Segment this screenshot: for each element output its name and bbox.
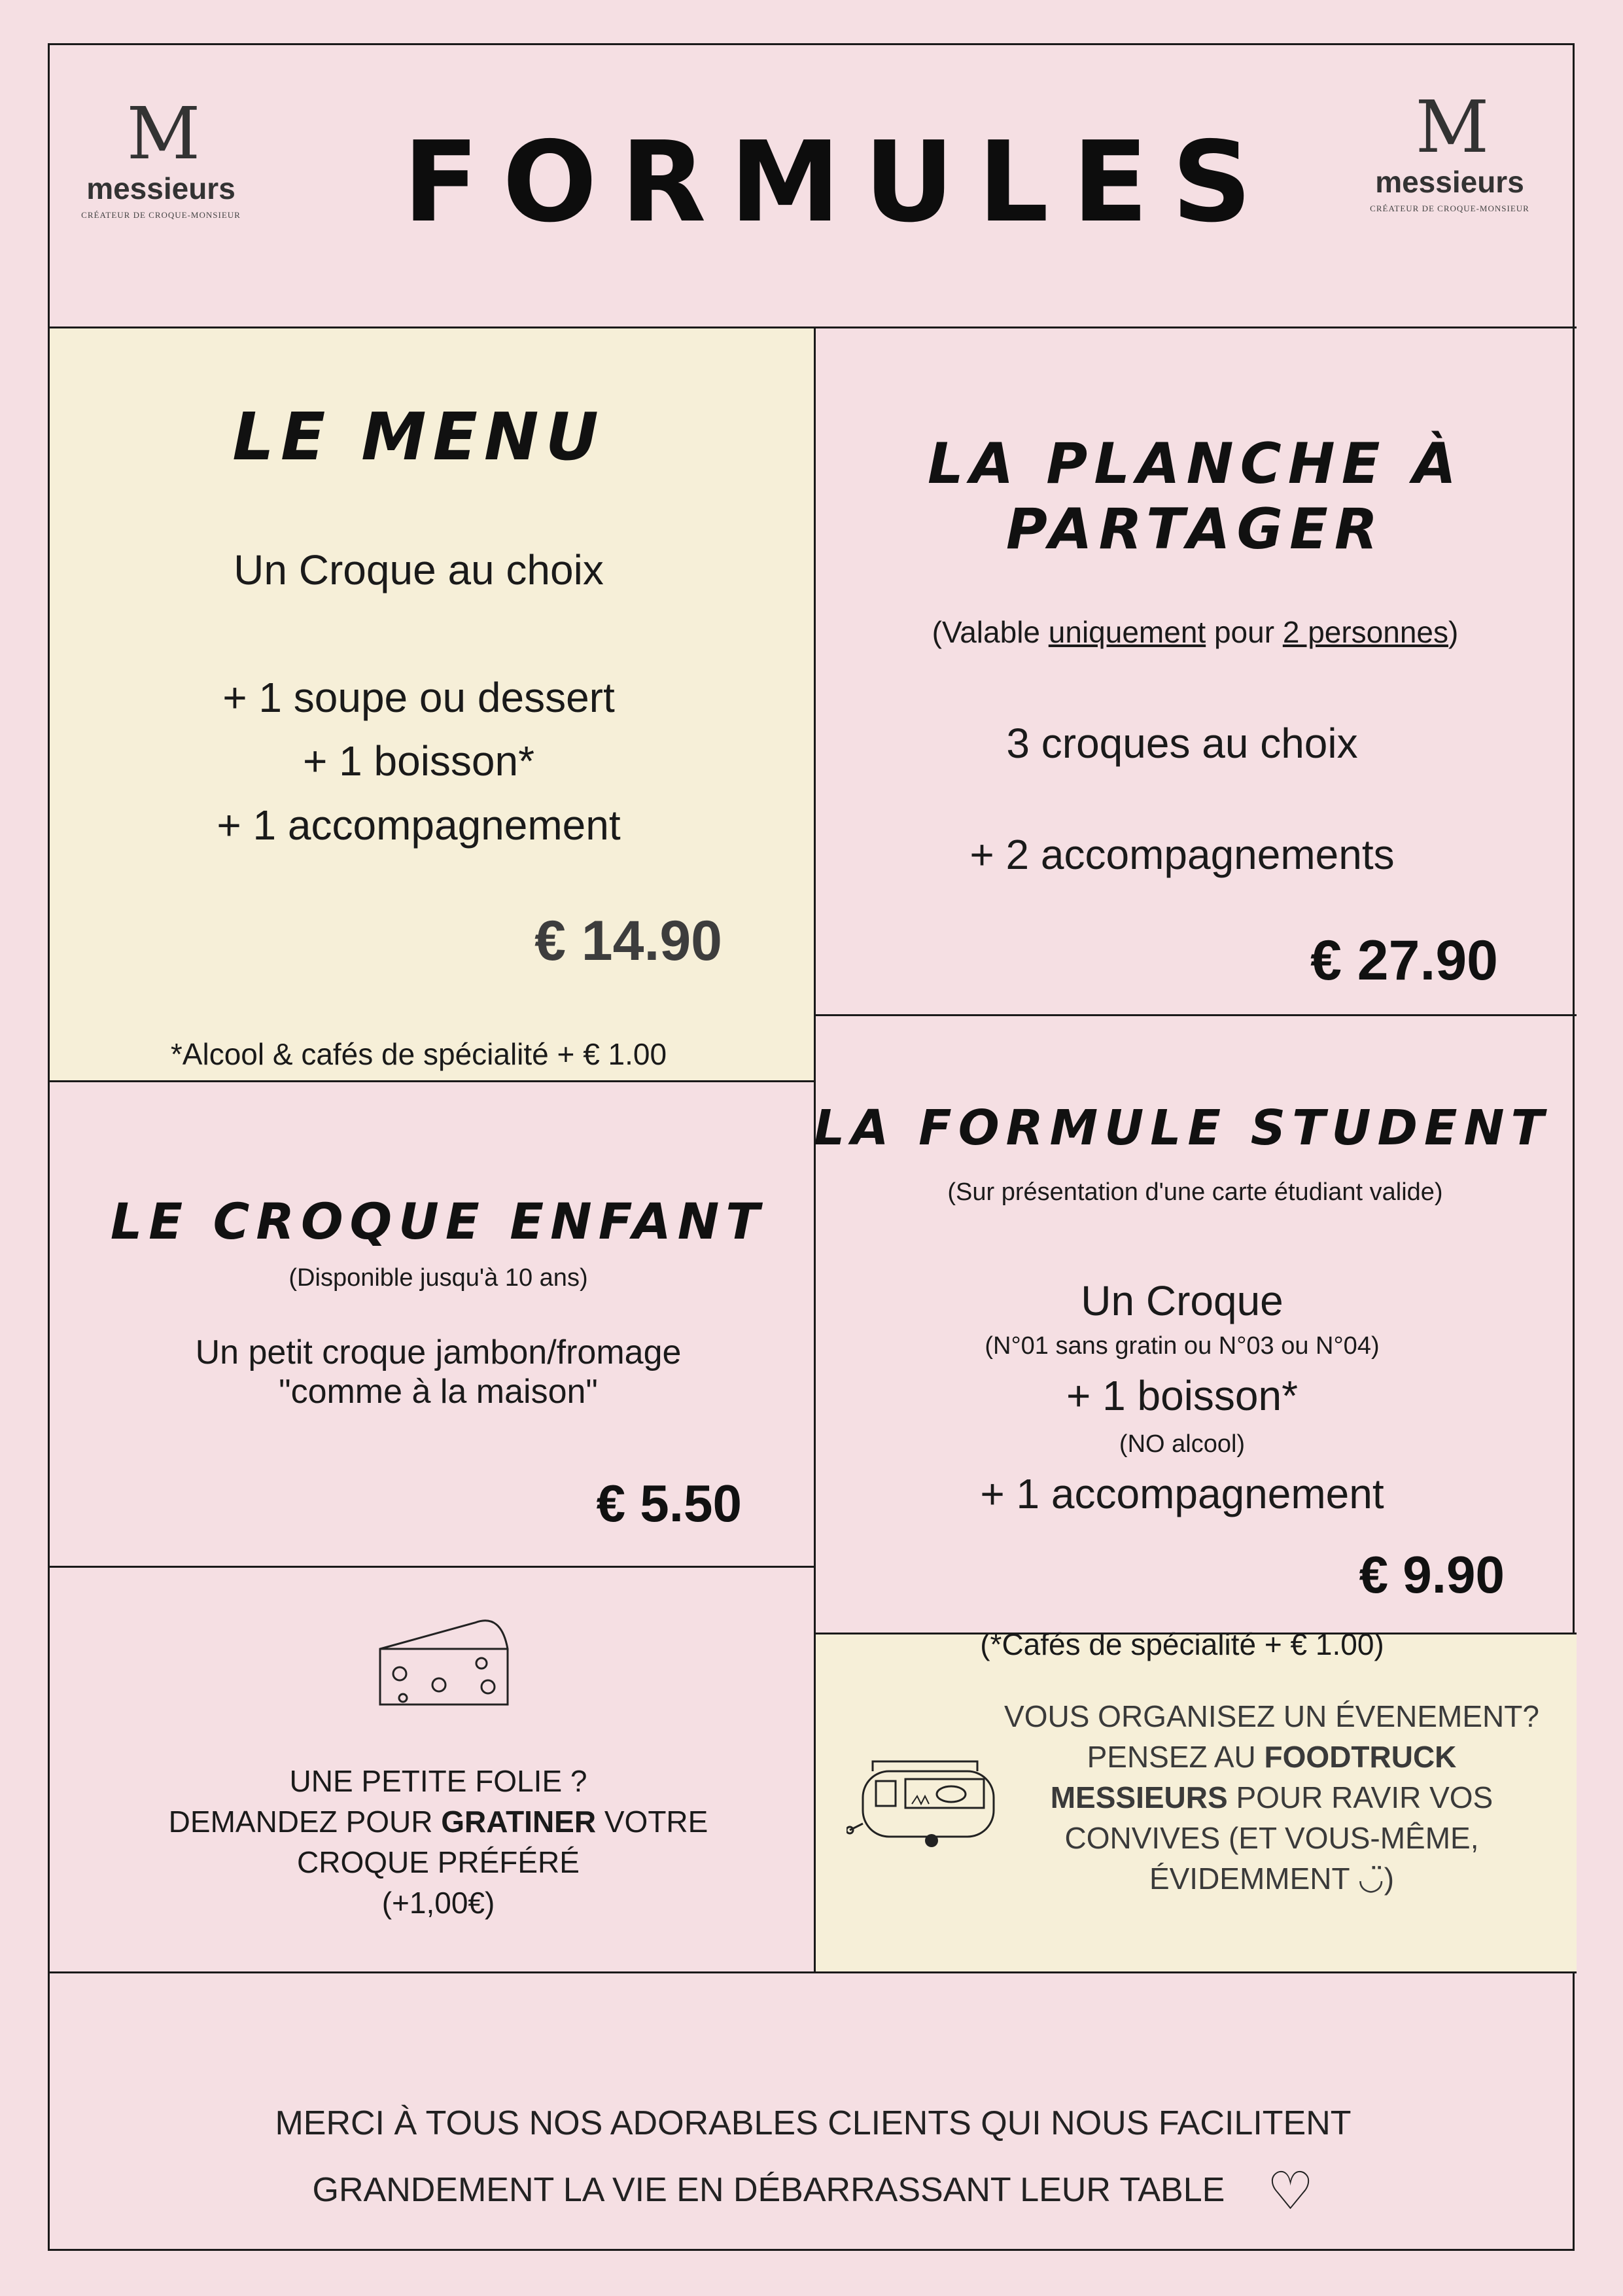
planche-note-underline: uniquement xyxy=(1048,615,1206,649)
enfant-note: (Disponible jusqu'à 10 ans) xyxy=(288,1264,588,1292)
menu-frame xyxy=(48,43,1575,2251)
enfant-price: € 5.50 xyxy=(596,1474,742,1532)
foodtruck-text xyxy=(997,1696,1546,1899)
enfant-content xyxy=(50,1081,814,1566)
cheese-icon xyxy=(377,1610,514,1708)
logo-left xyxy=(76,92,246,221)
student-line-note: (NO alcool) xyxy=(1119,1430,1246,1458)
footer-line xyxy=(50,2153,1577,2221)
planche-note-underline: 2 personnes xyxy=(1282,615,1449,649)
heart-icon: ♡ xyxy=(1266,2161,1314,2221)
foodtruck-emphasis: MESSIEURS xyxy=(1050,1780,1228,1814)
student-line: + 1 accompagnement xyxy=(980,1470,1384,1517)
menu-title: LE MENU xyxy=(232,398,605,475)
logo-brand: messieurs xyxy=(1375,165,1524,199)
gratin-line: (+1,00€) xyxy=(381,1886,495,1920)
foodtruck-emphasis: FOODTRUCK xyxy=(1264,1740,1457,1774)
planche-note xyxy=(814,614,1577,650)
student-footnote: (*Cafés de spécialité + € 1.00) xyxy=(980,1627,1384,1661)
planche-line: 3 croques au choix xyxy=(1006,720,1358,767)
menu-content xyxy=(50,327,814,1081)
gratin-line: UNE PETITE FOLIE ? xyxy=(289,1764,587,1798)
foodtruck-line xyxy=(997,1777,1546,1818)
student-line: + 1 boisson* xyxy=(1066,1372,1299,1419)
foodtruck-text-part: PENSEZ AU xyxy=(1087,1740,1265,1774)
gratin-content xyxy=(50,1567,814,1971)
planche-line: + 2 accompagnements xyxy=(969,831,1395,878)
menu-line: Un Croque au choix xyxy=(234,546,604,593)
footer-text: GRANDEMENT LA VIE EN DÉBARRASSANT LEUR TABLE xyxy=(312,2171,1225,2209)
footer-line: MERCI À TOUS NOS ADORABLES CLIENTS QUI NOUS FACILITENT xyxy=(275,2104,1352,2142)
planche-content xyxy=(814,327,1577,1014)
logo-tagline: CRÉATEUR DE CROQUE-MONSIEUR xyxy=(1370,203,1529,213)
student-note: (Sur présentation d'une carte étudiant valide) xyxy=(947,1178,1443,1206)
student-title: LA FORMULE STUDENT xyxy=(813,1100,1551,1156)
gratin-line: CROQUE PRÉFÉRÉ xyxy=(297,1845,580,1879)
enfant-line: "comme à la maison" xyxy=(279,1373,598,1411)
planche-title: LA PLANCHE À PARTAGER xyxy=(928,431,1463,562)
foodtruck-line xyxy=(997,1858,1546,1899)
foodtruck-text-part: ) xyxy=(1384,1862,1395,1896)
planche-note-text: (Valable xyxy=(932,615,1049,649)
logo-monogram: M xyxy=(1415,85,1484,169)
page-title: FORMULES xyxy=(403,118,1276,247)
foodtruck-text-part: POUR RAVIR VOS xyxy=(1227,1780,1493,1814)
logo-monogram: M xyxy=(126,92,196,175)
gratin-text: VOTRE xyxy=(596,1805,708,1839)
logo-right xyxy=(1365,85,1535,214)
menu-line: + 1 accompagnement xyxy=(217,802,621,849)
student-line: Un Croque xyxy=(1081,1277,1283,1324)
menu-note: *Alcool & cafés de spécialité + € 1.00 xyxy=(170,1037,667,1071)
student-content xyxy=(813,1015,1577,1661)
foodtruck-text-part: ÉVIDEMMENT xyxy=(1149,1862,1358,1896)
gratin-text: DEMANDEZ POUR xyxy=(168,1805,442,1839)
student-line-note: (N°01 sans gratin ou N°03 ou N°04) xyxy=(985,1332,1380,1360)
gratin-emphasis: GRATINER xyxy=(441,1805,597,1839)
student-price: € 9.90 xyxy=(1359,1545,1505,1604)
logo-tagline: CRÉATEUR DE CROQUE-MONSIEUR xyxy=(81,210,241,220)
gratin-line xyxy=(56,1804,820,1839)
planche-price: € 27.90 xyxy=(1310,929,1498,992)
planche-note-text: ) xyxy=(1448,615,1459,649)
planche-note-text: pour xyxy=(1206,615,1283,649)
foodtruck-line: VOUS ORGANISEZ UN ÉVENEMENT? xyxy=(1004,1699,1539,1733)
enfant-line: Un petit croque jambon/fromage xyxy=(195,1333,682,1371)
foodtruck-line: CONVIVES (ET VOUS-MÊME, xyxy=(1064,1821,1479,1855)
menu-line: + 1 boisson* xyxy=(302,737,535,785)
logo-brand: messieurs xyxy=(86,171,236,205)
foodtruck-icon xyxy=(846,1732,1010,1856)
menu-line: + 1 soupe ou dessert xyxy=(222,674,615,721)
menu-price: € 14.90 xyxy=(534,910,722,972)
foodtruck-content xyxy=(814,1634,1577,1971)
footer-content xyxy=(50,1973,1577,2251)
smiley-icon: ◡̈ xyxy=(1357,1862,1384,1896)
enfant-title: LE CROQUE ENFANT xyxy=(110,1192,767,1250)
foodtruck-line xyxy=(997,1737,1546,1777)
